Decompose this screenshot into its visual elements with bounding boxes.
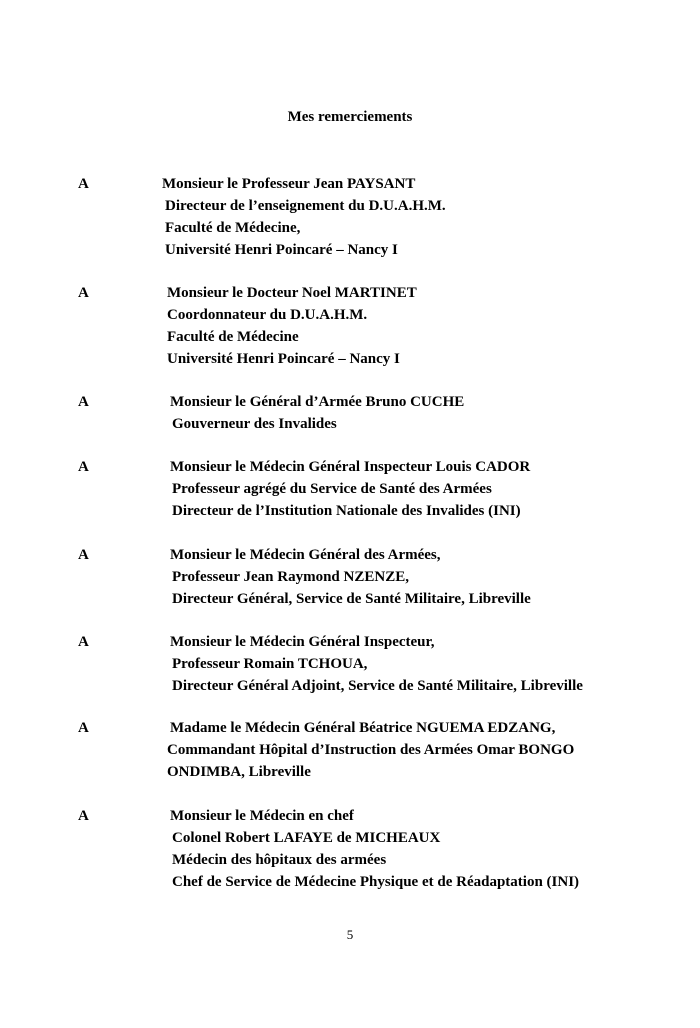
entry-line: Directeur de l’Institution Nationale des Invalides (INI) [172,503,521,519]
entry-line: Médecin des hôpitaux des armées [172,852,387,868]
entry-marker: A [78,394,89,410]
entry-marker: A [78,459,89,475]
entry-line: Gouverneur des Invalides [172,416,337,432]
entry-line: Commandant Hôpital d’Instruction des Armées Omar BONGO [167,742,575,758]
entry-line: Université Henri Poincaré – Nancy I [165,242,398,258]
entry-marker: A [78,176,89,192]
entry-line: Professeur Romain TCHOUA, [172,656,368,672]
entry-line: Monsieur le Médecin Général Inspecteur Louis CADOR [170,459,531,475]
entry-line: Directeur Général Adjoint, Service de Santé Militaire, Libreville [172,678,583,694]
entry-line: Université Henri Poincaré – Nancy I [167,351,400,367]
entry-marker: A [78,547,89,563]
entry-line: Monsieur le Professeur Jean PAYSANT [162,176,416,192]
entry-line: ONDIMBA, Libreville [167,764,311,780]
entry-line: Directeur de l’enseignement du D.U.A.H.M. [165,198,446,214]
page-title: Mes remerciements [287,109,413,125]
entry-line: Madame le Médecin Général Béatrice NGUEMA EDZANG, [170,720,556,736]
page-number: 5 [346,927,354,942]
entry-line: Professeur agrégé du Service de Santé des Armées [172,481,492,497]
entry-marker: A [78,720,89,736]
entry-line: Monsieur le Médecin Général des Armées, [170,547,441,563]
entry-line: Faculté de Médecine [167,329,299,345]
entry-line: Coordonnateur du D.U.A.H.M. [167,307,368,323]
entry-line: Chef de Service de Médecine Physique et de Réadaptation (INI) [172,874,580,890]
entry-marker: A [78,808,89,824]
entry-marker: A [78,285,89,301]
entry-line: Monsieur le Général d’Armée Bruno CUCHE [170,394,465,410]
entry-line: Monsieur le Docteur Noel MARTINET [167,285,417,301]
entry-line: Professeur Jean Raymond NZENZE, [172,569,409,585]
entry-marker: A [78,634,89,650]
entry-line: Monsieur le Médecin Général Inspecteur, [170,634,435,650]
entry-line: Monsieur le Médecin en chef [170,808,354,824]
entry-line: Faculté de Médecine, [165,220,301,236]
entry-line: Colonel Robert LAFAYE de MICHEAUX [172,830,441,846]
entry-line: Directeur Général, Service de Santé Militaire, Libreville [172,591,531,607]
